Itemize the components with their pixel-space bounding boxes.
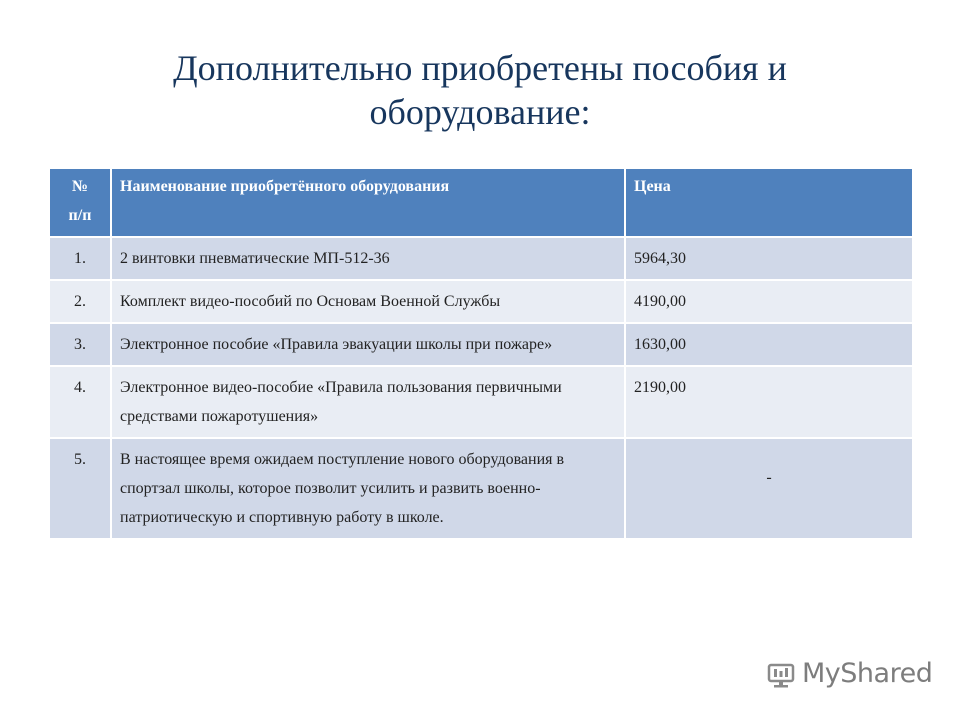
row-price: 2190,00	[625, 366, 913, 438]
myshared-logo-icon	[766, 659, 796, 689]
header-name: Наименование приобретённого оборудования	[111, 168, 625, 237]
row-number: 3.	[49, 323, 111, 366]
table-row	[49, 323, 913, 366]
row-number: 2.	[49, 280, 111, 323]
row-price: 1630,00	[625, 323, 913, 366]
table-row	[49, 366, 913, 438]
slide-title	[80, 46, 880, 134]
row-price: 4190,00	[625, 280, 913, 323]
row-price: 5964,30	[625, 237, 913, 280]
row-name: Электронное видео-пособие «Правила пользования первичными средствами пожаротушения»	[111, 366, 625, 438]
row-number: 5.	[49, 438, 111, 539]
title-line-1: Дополнительно приобретены пособия и	[173, 48, 787, 88]
table-row	[49, 237, 913, 280]
title-line-2: оборудование:	[369, 92, 591, 132]
row-name: Комплект видео-пособий по Основам Военной Службы	[111, 280, 625, 323]
header-number	[49, 168, 111, 237]
header-number-sign: №	[71, 178, 89, 195]
row-name: В настоящее время ожидаем поступление нового оборудования в спортзал школы, которое позволит усилить и развить военно-патриотическую и спортивную работу в школе.	[111, 438, 625, 539]
table-header-row	[49, 168, 913, 237]
table-row	[49, 438, 913, 539]
myshared-logo-text: MyShared	[802, 658, 933, 689]
row-name: 2 винтовки пневматические МП-512-36	[111, 237, 625, 280]
table-row	[49, 280, 913, 323]
myshared-watermark	[766, 658, 932, 689]
equipment-table	[48, 167, 914, 540]
row-number: 4.	[49, 366, 111, 438]
row-name: Электронное пособие «Правила эвакуации школы при пожаре»	[111, 323, 625, 366]
header-price: Цена	[625, 168, 913, 237]
row-price: -	[625, 438, 913, 539]
header-number-pp: п/п	[68, 207, 92, 224]
row-number: 1.	[49, 237, 111, 280]
